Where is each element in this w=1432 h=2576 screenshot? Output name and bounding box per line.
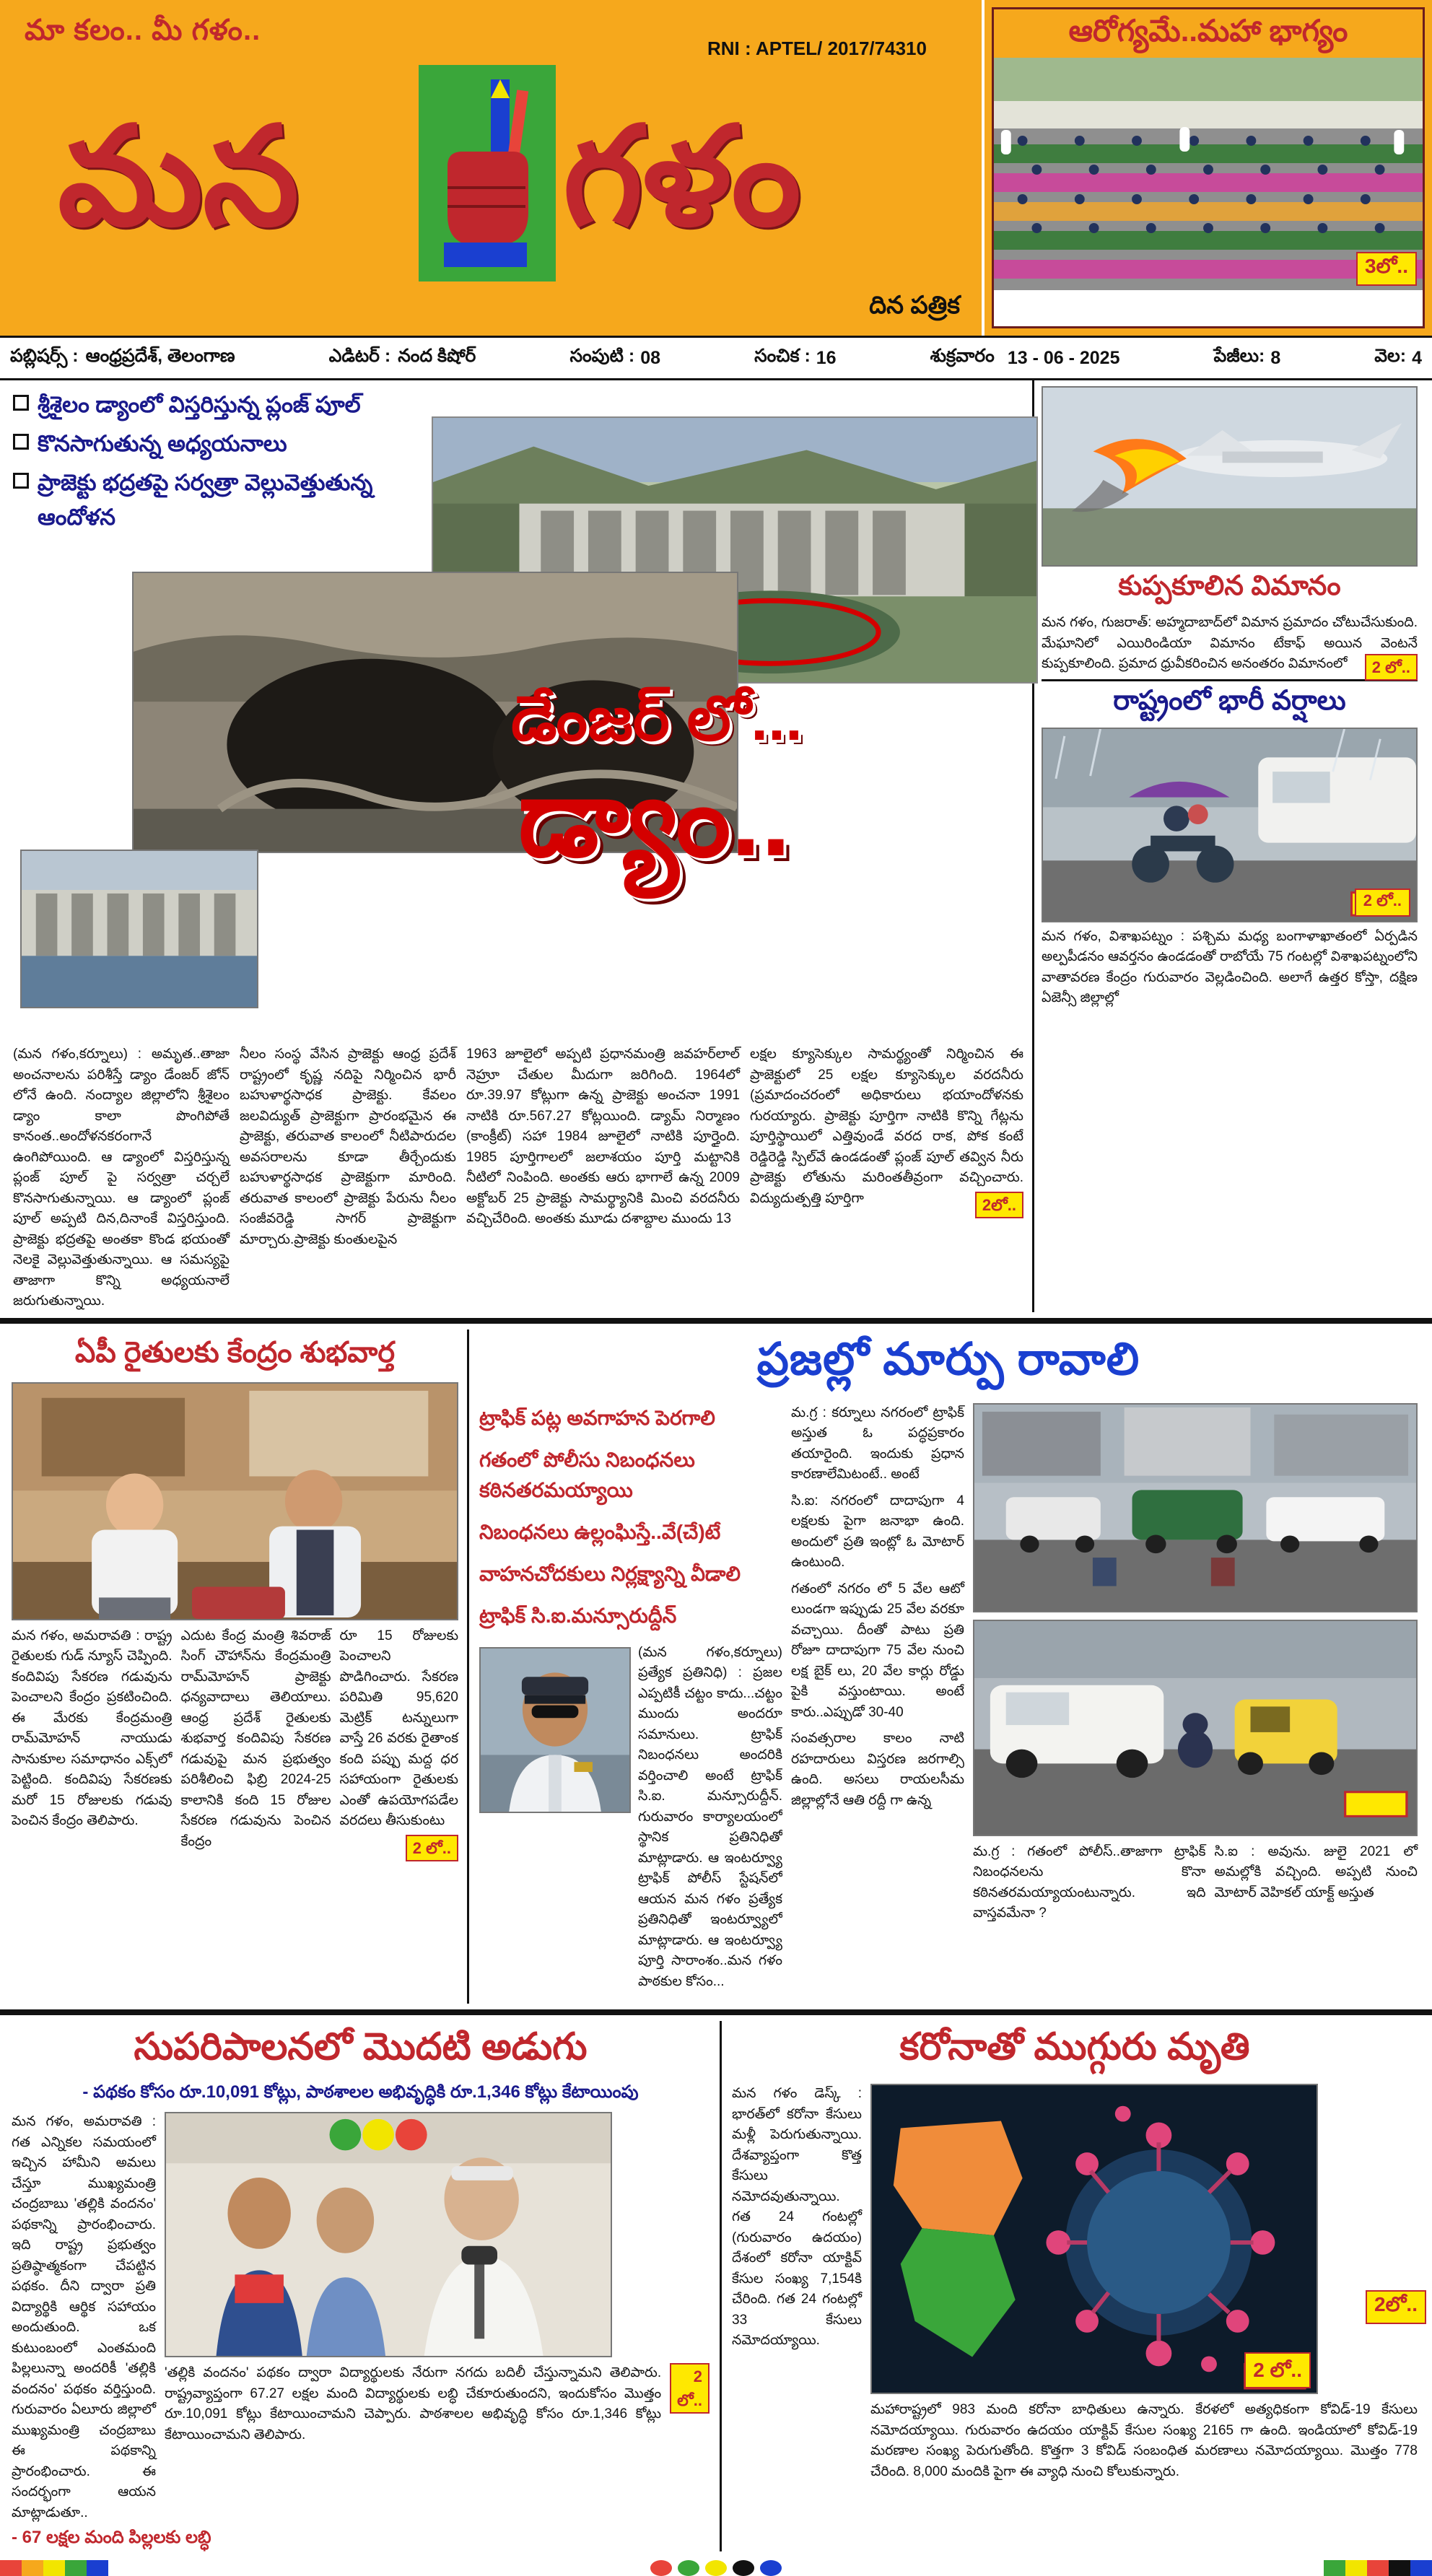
- lead-continue-badge[interactable]: 2లో..: [975, 1192, 1023, 1218]
- lead-body-col3: 1963 జూలైలో అప్పటి ప్రధానమంత్రి జవహర్‌లాల్ నెహ్రూ చేతుల మీదుగా జరిగింది. 1964లో రూ.39.97 కోట్లుగా ఉన్న ప్రాజెక్టు అంచనా 1991 నాటికి రూ.567.27 కోట్లయింది. డ్యామ్ నిర్మాణం (కాంక్రీట్‌) సహా 1984 జూలైలో నాటికి పూర్తైంది. 1985 పూర్తిగాలలో జలాశయం పూర్తి మట్టానికి నీటిలో నింపింది. అంతకు ఆరు భాగాలే ఉన్న 2009 అక్టోబర్ 25 ప్రాజెక్టు సామర్థ్యానికి మించి వరదనీరు వచ్చిచేరింది. అంతకు మూడు దశాబ్దాల ముందు 13: [466, 1047, 740, 1227]
- coronavirus-particle-image: [870, 2084, 1318, 2394]
- footer-dot: [1345, 2560, 1367, 2576]
- farmers-col3-text: రూ 15 రోజులకు పెంచాలని పొడిగించారు. సేకరణ పరిమితి 95,620 మెట్రిక్ టన్నులుగా వాస్తే 26 వరకు రైతాంక కంది పప్పు మద్ద ధర సహాయంగా రైతులకు ఎంతో ఉపయోగపడేల వరదలు తీసుకుంటు: [339, 1628, 459, 1829]
- traffic-bullet-item: ట్రాఫిక్ సి.ఐ.మన్సూరుద్దీన్: [479, 1604, 677, 1627]
- lead-bullet-item: [13, 466, 446, 535]
- lead-body-columns: [13, 1044, 1023, 1312]
- issue-value: 16: [816, 347, 837, 368]
- masthead: [0, 0, 1432, 336]
- story2-continue-badge[interactable]: 2 లో..: [1355, 888, 1410, 917]
- traffic-intro-text: (మన గళం,కర్నూలు) ప్రత్యేక ప్రతినిధి) : ప్రజల ఎప్పటికీ చట్టం కాదు...చట్టం ముందు అందరూ సమానులు. ట్రాఫిక్ నిబంధనలు అందరికి వర్తించాలి అంటే ట్రాఫిక్ సి.ఐ. మన్సూరుద్దీన్. గురువారం కార్యాలయంలో స్థానిక ప్రతినిధితో మాట్లాడారు. ఆ ఇంటర్వ్యూ ట్రాఫిక్ పోలీస్ స్టేషన్‌లో ఆయన మన గళం ప్రత్యేక ప్రతినిధితో ఇంటర్వ్యూలో మాట్లాడారు. ఆ ఇంటర్వ్యూ పూర్తి సారాంశం..మన గళం పాఠకుల కోసం...: [638, 1644, 782, 1989]
- governance-col1: మన గళం, అమరావతి : గత ఎన్నికల సమయంలో ఇచ్చిన హామీని అమలు చేస్తూ ముఖ్యమంత్రి చంద్రబాబు 'తల్లికి వందనం' పథకాన్ని ప్రారంభించారు. ఇది రాష్ట్ర ప్రభుత్వం ప్రతిష్ఠాత్మకంగా చేపట్టిన పథకం. దీని ద్వారా ప్రతి విద్యార్థికి ఆర్థిక సహాయం అందుతుంది. ఒక కుటుంబంలో ఎంతమంది పిల్లలున్నా అందరికీ 'తల్లికి వందనం' పథకం వర్తిస్తుంది. గురువారం ఏలూరు జిల్లాలో ముఖ్యమంత్రి చంద్రబాబు ఈ పథకాన్ని ప్రారంభించారు. ఈ సందర్భంగా ఆయన మాట్లాడుతూ..: [12, 2114, 156, 2520]
- footer-dot: [1367, 2560, 1389, 2576]
- traffic-bullet-item: ట్రాఫిక్ పట్ల అవగాహన పెరగాలి: [479, 1406, 715, 1429]
- footer-dot: [650, 2560, 672, 2576]
- footer-dot: [65, 2560, 87, 2576]
- publisher-label: పబ్లిషర్స్ :: [10, 345, 79, 366]
- story1-continue-badge[interactable]: 2 లో..: [1365, 654, 1418, 681]
- lead-bullet-text: కొనసాగుతున్న అధ్యయనాలు: [38, 431, 287, 457]
- dam-spillway-photo: [20, 850, 258, 1008]
- governance-body: [12, 2112, 710, 2523]
- traffic-qa-p2: సి.ఐ: నగరంలో దాదాపుగా 4 లక్షలకు పైగా జనాభా ఉంది. అందులో ప్రతి ఇంట్లో ఓ మోటార్ ఉంటుంది.: [791, 1493, 964, 1571]
- traffic-q2: మ.గ్ర : గతంలో పోలీస్..తాజాగా ట్రాఫిక్ నిబంధనలను కొనా కఠినతరమయ్యాయంటున్నారు. ఇది వాస్తవమేనా ?: [973, 1843, 1206, 1921]
- covid-col2: మహారాష్ట్రలో 983 మంది కరోనా బాధితులు ఉన్నారు. కేరళలో అత్యధికంగా కోవిడ్-19 కేసులు నమోదయ్యాయి. గురువారం ఉదయం యాక్టివ్ కేసుల సంఖ్య 2165 గా ఉంది. ఇండియాలో కోవిడ్-19 మరణాల సంఖ్య పెరుగుతోంది. కొత్తగా 3 కోవిడ్ సంబంధిత మరణాలు నమోదయ్యాయి. మొత్తం 778 చేరింది. 8,000 మందికి పైగా ఈ వ్యాధి నుంచి కోలుకున్నారు.: [870, 2402, 1418, 2479]
- footer-dot: [1324, 2560, 1345, 2576]
- masthead-subtitle: దిన పత్రిక: [869, 292, 960, 319]
- volume-label: సంపుటి :: [569, 345, 635, 366]
- bullet-square-icon: [13, 395, 29, 411]
- governance-footer-note: - 67 లక్షల మంది పిల్లలకు లబ్ధి: [12, 2528, 211, 2548]
- lead-body-col2: నీలం సంస్థ వేసిన ప్రాజెక్టు ఆంధ్ర ప్రదేశ్ రాష్ట్రంలో కృష్ణ నదిపై నిర్మించిన భారీ బహుళార్థసాధక ప్రాజెక్టు. కేవలం జలవిద్యుత్ ప్రాజెక్టుగా ప్రారంభమైన ఈ ప్రాజెక్టు, తరువాత కాలంలో నీటిపారుదల అవసరాలను కూడా తీర్చేందుకు బహుళార్థసాధక ప్రాజెక్టుగా మారింది. తరువాత కాలంలో ప్రాజెక్టు పేరును నీలం సంజీవరెడ్డి సాగర్ ప్రాజెక్టుగా మార్చారు.ప్రాజెక్టు కుంతులపైన: [240, 1047, 456, 1247]
- covid-continue-badge[interactable]: 2 లో..: [1244, 2352, 1311, 2388]
- covid-col1: మన గళం డెస్క్ : భారత్‌లో కరోనా కేసులు మళ్లీ పెరుగుతున్నాయి. దేశవ్యాప్తంగా కొత్త కేసులు నమోదవుతున్నాయి. గత 24 గంటల్లో (గురువారం ఉదయం) దేశంలో కరోనా యాక్టివ్ కేసుల సంఖ్య 7,154కి చేరింది. గత 24 గంటల్లో 33 కేసులు నమోదయ్యాయి.: [732, 2086, 862, 2349]
- masthead-feature-box: [982, 0, 1432, 336]
- footer-dots-center: [650, 2560, 782, 2576]
- farmers-headline: ఏపీ రైతులకు కేంద్రం శుభవార్త: [74, 1336, 396, 1368]
- covid-body: [732, 2084, 1418, 2482]
- traffic-bullet-item: నిబంధనలు ఉల్లంఘిస్తే..వే(చే)టే: [479, 1520, 721, 1543]
- city-traffic-photo: [973, 1403, 1418, 1612]
- feature-page-badge[interactable]: 3లో..: [1356, 252, 1417, 286]
- traffic-qa-p3: గతంలో నగరం లో 5 వేల ఆటో లుండగా ఇప్పుడు 25 వేల వరకూ వచ్చాయి. దీంతో పాటు ప్రతి రోజూ దాదాపుగా 75 వేల నుంచి లక్ష బైక్ లు, 20 వేల కార్లు రోడ్డు పైకి వస్తుంటాయి. అంటే కారు..ఎప్పుడో 30-40: [791, 1581, 964, 1720]
- rni-number: RNI : APTEL/ 2017/74310: [707, 38, 927, 59]
- footer-dots-left: [0, 2560, 108, 2576]
- footer-dot: [760, 2560, 782, 2576]
- issue-label: సంచిక :: [754, 345, 811, 366]
- bottom-section: [0, 2021, 1432, 2551]
- footer-dot: [733, 2560, 754, 2576]
- lead-headline-part2: డ్యాం..: [518, 757, 791, 879]
- lead-hero-graphic: [13, 539, 1023, 1044]
- publication-info-bar: [0, 336, 1432, 380]
- fist-with-pen-logo-icon: [422, 79, 552, 274]
- farmers-continue-badge[interactable]: 2 లో..: [406, 1835, 458, 1861]
- farmers-body: [12, 1626, 458, 1861]
- lead-body-col4-text: లక్షల క్యూసెక్కుల సామర్థ్యంతో నిర్మించిన ఈ ప్రాజెక్టులో 25 లక్షల క్యూసెక్కుల వరదనీరు (ప్రమాదంచరంలో అధికారులు భయాందోళనకు గురయ్యారు. ప్రాజెక్టు పూర్తిగా నాటికి కొన్ని గేట్లను పూర్తిస్థాయిలో ఎత్తివుండే వరద రాక, పోక కంటే రెడ్డిరెడ్డి స్పిల్‌వే ఉండడంతో ప్లంజ్ పూల్ తవ్విన నీరు ప్రాజెక్టు లోతును మరింతతీవ్రంగా వచ్చించారు. విద్యుదుత్పత్తి పూర్తిగా: [750, 1047, 1023, 1206]
- footer-dot: [705, 2560, 727, 2576]
- traffic-bullet-list: [479, 1403, 782, 2004]
- price-label: వెల:: [1374, 345, 1407, 366]
- traffic-qa-p4: సంవత్సరాల కాలం నాటి రహదారులు విస్తరణ జరగాల్సి ఉంది. అసలు రాయలసీమ జిల్లాల్లోనే ఆతి రద్దీ గా ఉన్న: [791, 1731, 964, 1808]
- masthead-tagline: మా కలం.. మీ గళం..: [25, 14, 261, 46]
- traffic-a2: సి.ఐ : అవును. జులై 2021 లో అమల్లోకి వచ్చింది. అప్పటి నుంచి మోటార్ వెహికల్ యాక్ట్ అస్తుత: [1214, 1843, 1418, 1900]
- governance-story: [7, 2021, 722, 2551]
- governance-col2: 'తల్లికి వందనం' పథకం ద్వారా విద్యార్థులకు నేరుగా నగదు బదిలీ చేస్తున్నామని తెలిపారు. రాష్ట్రవ్యాప్తంగా 67.27 లక్షల మంది విద్యార్థులకు లబ్ధి చేకూరుతుందని, ఇందుకోసం మొత్తం రూ.10,091 కోట్లు కేటాయించామని చెప్పారు. పాఠశాలల అభివృద్ధి కోసం రూ.1,346 కోట్లు కేటాయించామని తెలిపారు.: [165, 2365, 662, 2442]
- farmers-col2: ఎదుట కేంద్ర మంత్రి శివరాజ్ సింగ్ చౌహాన్‌ను కేంద్రమంత్రి రామ్‌మోహన్ ప్రాజెక్టు ధన్యవాదాలు తెలియాలు. ఆంధ్ర ప్రదేశ్ రైతులకు శుభవార్త కందివిపు సేకరణ గడువుపై మన ప్రభుత్వం పరిశీలించి ఫిబ్రి 2024-25 కాలానికి కంది 15 రోజుల సేకరణ గడువును పెంచిన కేంద్రం: [180, 1628, 331, 1849]
- story1-text: [1042, 613, 1418, 675]
- bullet-square-icon: [13, 434, 29, 450]
- footer-dot: [87, 2560, 108, 2576]
- pages-label: పేజీలు:: [1213, 345, 1265, 366]
- lead-bullet-item: [13, 388, 446, 422]
- publisher-value: ఆంధ్రప్రదేశ్, తెలంగాణ: [85, 345, 235, 366]
- lead-bullet-text: ప్రాజెక్టు భద్రతపై సర్వత్రా వెల్లువెత్తుతున్న ఆందోళన: [38, 470, 373, 531]
- traffic-qa-column: [791, 1403, 964, 2004]
- heavy-rain-photo: [1042, 728, 1418, 922]
- footer-dot: [678, 2560, 699, 2576]
- plane-crash-photo: [1042, 386, 1418, 567]
- lead-bullet-text: శ్రీశైలం డ్యాంలో విస్తరిస్తున్న ప్లంజ్ పూల్: [38, 392, 361, 417]
- masthead-title-group: [14, 65, 967, 281]
- covid-story: [722, 2021, 1422, 2551]
- two-men-meeting-photo: [12, 1382, 458, 1620]
- price-value: 4: [1412, 347, 1423, 368]
- story2-headline: రాష్ట్రంలో భారీ వర్షాలు: [1113, 685, 1346, 716]
- bullet-square-icon: [13, 473, 29, 489]
- footer-dot: [0, 2560, 22, 2576]
- feature-headline: ఆరోగ్యమే..మహా భాగ్యం: [994, 9, 1423, 58]
- pages-value: 8: [1270, 347, 1281, 368]
- date-value: 13 - 06 - 2025: [1007, 347, 1120, 368]
- volume-value: 08: [640, 347, 661, 368]
- governance-headline: సుపరిపాలనలో మొదటి అడుగు: [134, 2026, 588, 2069]
- lead-bullet-item: [13, 427, 446, 461]
- traffic-headline: ప్రజల్లో మార్పు రావాలి: [756, 1334, 1140, 1384]
- traffic-police-officer-photo: [479, 1647, 631, 1813]
- lead-headline-part1: డేంజర్ లో...: [511, 684, 803, 754]
- story1-headline: కుప్పకూలిన విమానం: [1118, 571, 1341, 601]
- lead-story-section: [0, 380, 1432, 1312]
- chief-minister-students-photo: [165, 2112, 612, 2357]
- lead-story-left: [7, 380, 1032, 1312]
- story2-text: మన గళం, విశాఖపట్నం : పశ్చిమ మధ్య బంగాళాఖాతంలో ఏర్పడిన అల్పపీడనం ఆవర్తనం ఉండడంతో రాబోయే 75 గంటల్లో విశాఖపట్నంలోని వాతావరణ కేంద్రం గురువారం వెల్లడించింది. అలాగే ఉత్తర కోస్తా, దక్షిణ ఏజెన్సీ జిల్లాల్లో: [1042, 928, 1418, 1005]
- traffic-jam-photo: 2లో..: [973, 1620, 1418, 1836]
- footer-color-bar: [0, 2551, 1432, 2576]
- editor-label: ఎడిటర్ :: [328, 345, 391, 366]
- masthead-title-word2: గళం: [563, 100, 801, 253]
- story1-body: మన గళం, గుజరాత్: అహ్మదాబాద్‌లో విమాన ప్రమాదం చోటుచేసుకుంది. మేఘానిలో ఎయిరిండియా విమానం టేకాఫ్ అయిన వెంటనే కుప్పకూలింది. ప్రమాద ధ్రువీకరించిన అనంతరం విమానంలో: [1042, 615, 1418, 671]
- editor-value: నంద కిషోర్: [398, 345, 476, 366]
- traffic-bullet-item: గతంలో పోలీసు నిబంధనలు కఠినతరమయ్యాయి: [479, 1448, 695, 1501]
- footer-dot: [22, 2560, 43, 2576]
- farmers-col1: మన గళం, అమరావతి : రాష్ట్ర రైతులకు గుడ్ న్యూస్ చెప్పింది. కందివిపు సేకరణ గడువును పెంచాలని కేంద్రం ప్రకటించింది. ఈ మేరకు కేంద్రమంత్రి రామ్‌మోహన్ నాయుడు సానుకూల సమాధానం ఎక్స్‌లో పెట్టింది. కందివిపు సేకరణకు మరో 15 రోజులకు గడువు పెంచిన కేంద్రం తెలిపారు.: [12, 1628, 173, 1829]
- covid-headline: కరోనాతో ముగ్గురు మృతి: [899, 2026, 1250, 2069]
- lead-bullet-list: [13, 388, 446, 535]
- footer-dots-right: [1324, 2560, 1432, 2576]
- governance-subheadline: - పథకం కోసం రూ.10,091 కోట్లు, పాఠశాలల అభివృద్ధికి రూ.1,346 కోట్లు కేటాయింపు: [82, 2082, 639, 2103]
- footer-dot: [1389, 2560, 1410, 2576]
- traffic-qa-p1: మ.గ్ర : కర్నూలు నగరంలో ట్రాఫిక్ అస్తుత ఓ పద్ధప్రకారం తయారైంది. ఇందుకు ప్రధాన కారణాలేమిటంటే.. అంటే: [791, 1405, 964, 1483]
- masthead-branding: [0, 0, 982, 336]
- farmers-story: [7, 1330, 469, 2004]
- lead-body-col1: (మన గళం,కర్నూలు) : అమృత..తాజా అంచనాలను పరిశీస్తే డ్యాం డేంజర్ జోన్ లోనే ఉంది. నంద్యాల జిల్లాలోని శ్రీశైలం డ్యాం కాలా పొంగిపోతే కానంత..అందోళనకరంగానే ఉంగిపోయింది. ఆ డ్యాంలో విస్తరిస్తున్న ప్లంజ్ పూల్ పై సర్వత్రా చర్చలే కొనసాగుతున్నాయి. ఆ డ్యాంలో ప్లంజ్ పూల్ అప్పటి దిన,దినాంకే విస్తరిస్తుంది. ప్రాజెక్టు భద్రతపై అంతకా కొండ భయంతో నెలకై వెల్లువెత్తుతున్నాయి. ఆ సమస్యపై తాజాగా కొన్ని అధ్యయనాలే జరుగుతున్నాయి.: [13, 1047, 230, 1309]
- farmers-col3: [340, 1626, 458, 1861]
- yoga-day-photo: [994, 58, 1423, 290]
- masthead-title-word1: మన: [58, 100, 300, 253]
- governance-continue-badge[interactable]: 2 లో..: [670, 2363, 710, 2414]
- footer-dot: [43, 2560, 65, 2576]
- weekday-label: శుక్రవారం: [930, 345, 995, 366]
- lead-body-col4: [750, 1044, 1023, 1312]
- traffic-bullet-item: వాహనచోదకులు నిర్లక్ష్యాన్ని వీడాలి: [479, 1562, 741, 1585]
- right-sidebar-stories: [1032, 380, 1422, 1312]
- footer-dot: [1410, 2560, 1432, 2576]
